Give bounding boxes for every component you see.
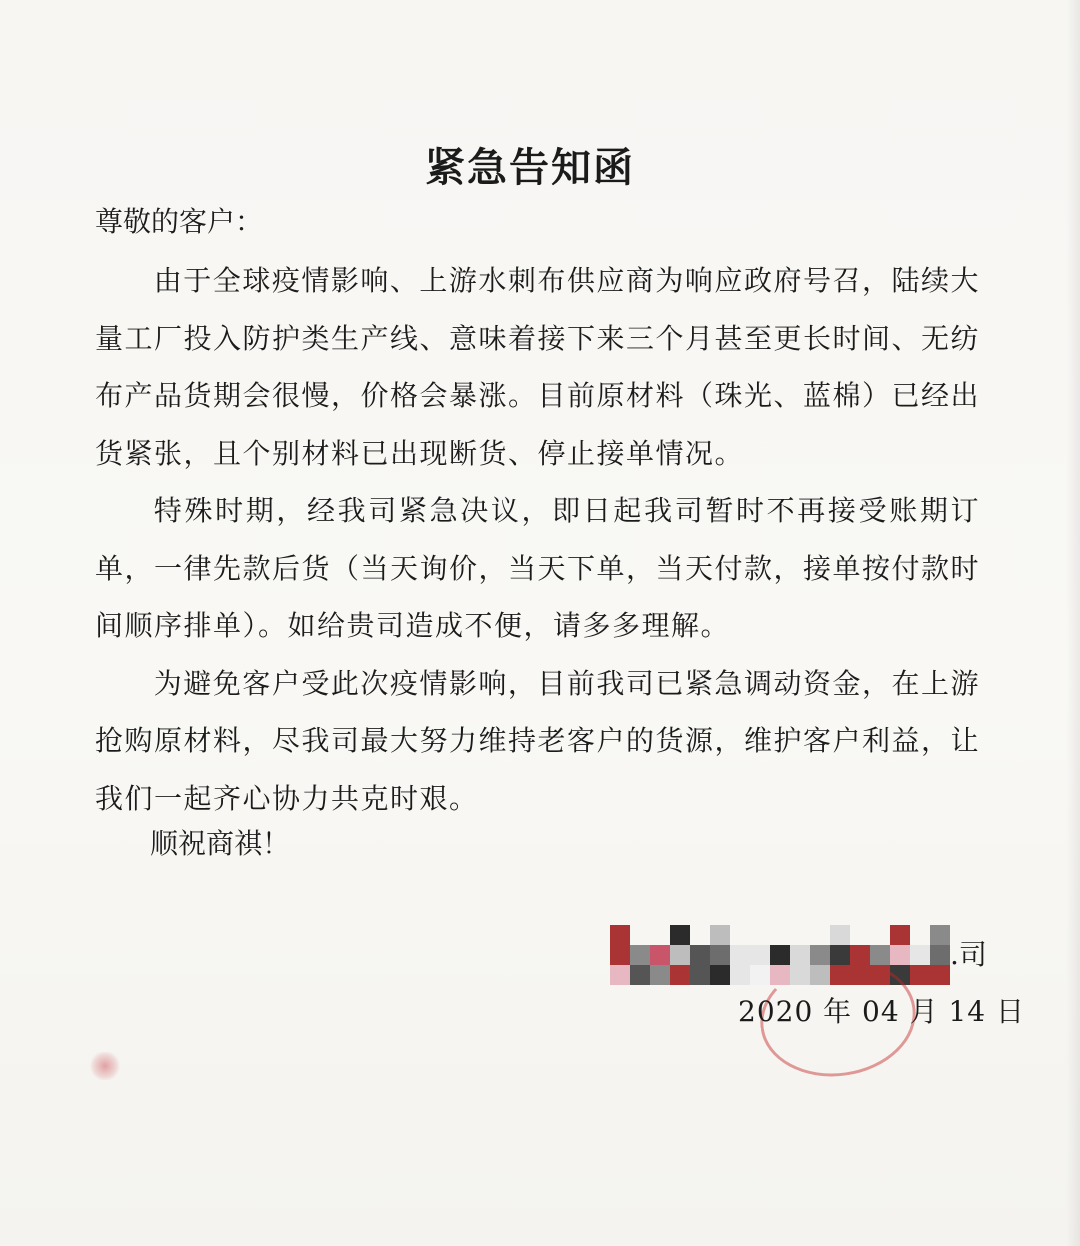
mosaic-cell <box>710 965 730 985</box>
letter-body <box>95 252 980 827</box>
mosaic-cell <box>670 945 690 965</box>
closing-greeting: 顺祝商祺！ <box>150 827 291 860</box>
mosaic-cell <box>850 925 870 945</box>
mosaic-cell <box>910 965 930 985</box>
mosaic-cell <box>870 945 890 965</box>
salutation: 尊敬的客户： <box>95 205 264 238</box>
body-paragraph-3: 为避免客户受此次疫情影响，目前我司已紧急调动资金，在上游抢购原材料，尽我司最大努力维持老客户的货源，维护客户利益，让我们一起齐心协力共克时艰。 <box>95 666 981 815</box>
mosaic-cell <box>750 965 770 985</box>
mosaic-cell <box>810 925 830 945</box>
mosaic-cell <box>730 925 750 945</box>
mosaic-cell <box>670 925 690 945</box>
company-name-suffix: .司 <box>950 938 987 971</box>
mosaic-cell <box>790 925 810 945</box>
body-paragraph-2: 特殊时期，经我司紧急决议，即日起我司暂时不再接受账期订单，一律先款后货（当天询价，当天下单，当天付款，接单按付款时间顺序排单）。如给贵司造成不便，请多多理解。 <box>95 494 981 642</box>
body-paragraph-1: 由于全球疫情影响、上游水刺布供应商为响应政府号召，陆续大量工厂投入防护类生产线、意味着接下来三个月甚至更长时间、无纺布产品货期会很慢，价格会暴涨。目前原材料（珠光、蓝棉）已经出货紧张，且个别材料已出现断货、停止接单情况。 <box>95 264 981 470</box>
mosaic-cell <box>750 945 770 965</box>
mosaic-cell <box>630 925 650 945</box>
mosaic-cell <box>710 945 730 965</box>
mosaic-cell <box>650 945 670 965</box>
mosaic-cell <box>870 925 890 945</box>
mosaic-cell <box>770 925 790 945</box>
mosaic-cell <box>630 945 650 965</box>
mosaic-cell <box>610 965 630 985</box>
mosaic-cell <box>910 945 930 965</box>
mosaic-cell <box>830 925 850 945</box>
mosaic-cell <box>890 945 910 965</box>
mosaic-cell <box>790 945 810 965</box>
mosaic-cell <box>610 945 630 965</box>
page-edge-shadow <box>1066 0 1080 1246</box>
mosaic-cell <box>730 945 750 965</box>
document-title: 紧急告知函 <box>425 144 635 191</box>
mosaic-cell <box>610 925 630 945</box>
redacted-company-name-mosaic <box>610 925 950 985</box>
mosaic-cell <box>930 925 950 945</box>
mosaic-cell <box>730 965 750 985</box>
ink-speck <box>90 1052 120 1080</box>
mosaic-cell <box>930 965 950 985</box>
mosaic-cell <box>770 945 790 965</box>
mosaic-cell <box>670 965 690 985</box>
mosaic-cell <box>710 925 730 945</box>
mosaic-cell <box>910 925 930 945</box>
signature-date: 2020 年 04 月 14 日 <box>738 995 1026 1028</box>
mosaic-cell <box>650 925 670 945</box>
mosaic-cell <box>930 945 950 965</box>
mosaic-cell <box>690 945 710 965</box>
mosaic-cell <box>750 925 770 945</box>
mosaic-cell <box>690 965 710 985</box>
mosaic-cell <box>630 965 650 985</box>
mosaic-cell <box>650 965 670 985</box>
mosaic-cell <box>690 925 710 945</box>
mosaic-cell <box>890 925 910 945</box>
